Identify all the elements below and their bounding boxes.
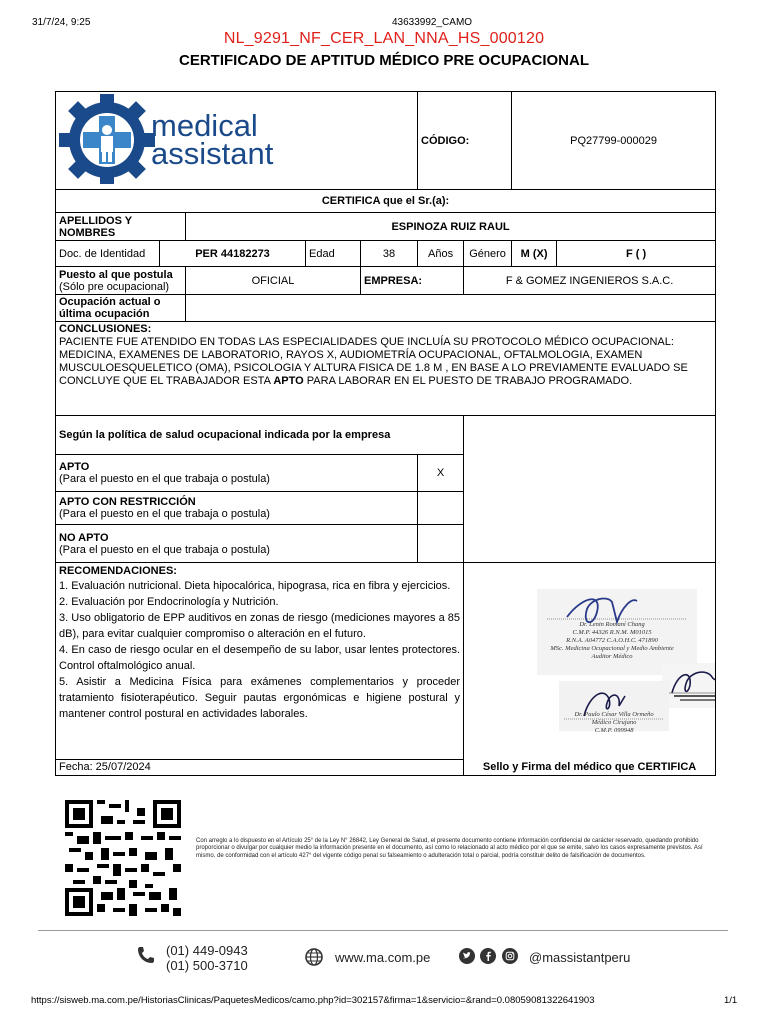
- divider: [38, 930, 728, 931]
- no-apto-sublabel: (Para el puesto en el que trabaja o postula): [59, 543, 270, 556]
- conclusiones-text: [59, 336, 712, 388]
- recomendacion-item: 1. Evaluación nutricional. Dieta hipocalórica, hipograsa, rica en fibra y ejercicios.: [59, 580, 451, 592]
- ocupacion-value: [186, 295, 716, 322]
- recomendacion-item: 2. Evaluación por Endocrinología y Nutrición.: [59, 596, 279, 608]
- conclusiones-text-part1: PACIENTE FUE ATENDIDO EN TODAS LAS ESPECIALIDADES QUE INCLUÍA SU PROTOCOLO MÉDICO OCUPACIONAL: MEDICINA, EXAMENES DE LABORATORIO, RAYOS X, AUDIOMETRÍA OCUPACIONAL, OFTALMOLOGIA, EXAMEN MUSCULOESQUELETICO (OMA), PSICOLOGIA Y ALTURA FISICA DE 1.8 M , EN BASE A LO PREVIAMENTE EVALUADO SE CONCLUYE QUE EL TRABAJADOR ESTA: [59, 336, 688, 387]
- website-link[interactable]: www.ma.com.pe: [335, 950, 431, 965]
- stamp-2-line: Médico Cirujano: [591, 719, 637, 726]
- doc-identidad-value: PER 44182273: [160, 241, 306, 267]
- stamp-1-line: C.M.P. 44326 R.N.M. M01015: [572, 629, 652, 636]
- globe-icon: [304, 947, 324, 972]
- apto-checkbox: X: [418, 455, 464, 492]
- conclusiones-label: CONCLUSIONES:: [59, 323, 152, 335]
- apellidos-value: ESPINOZA RUIZ RAUL: [186, 213, 716, 241]
- page-number: 1/1: [724, 995, 738, 1006]
- print-doc-id: 43633992_CAMO: [392, 17, 473, 28]
- logo-text-line2: assistant: [151, 136, 274, 171]
- signature-area: [464, 563, 716, 760]
- apto-sublabel: (Para el puesto en el que trabaja o postula): [59, 473, 270, 485]
- no-apto-checkbox: [418, 525, 464, 563]
- edad-value: 38: [361, 241, 418, 267]
- conclusiones-cell: [56, 322, 716, 416]
- stamp-2-line: C.M.P. 099948: [594, 727, 634, 734]
- conclusiones-apto-word: APTO: [273, 375, 304, 387]
- codigo-label: CÓDIGO:: [418, 92, 512, 190]
- stamp-1-line: MSc. Medicina Ocupacional y Medio Ambiente: [550, 645, 674, 652]
- logo-text-line1: medical: [151, 108, 258, 143]
- apellidos-label: APELLIDOS Y NOMBRES: [56, 213, 186, 241]
- no-apto-label: NO APTO: [59, 531, 109, 544]
- sello-label: Sello y Firma del médico que CERTIFICA: [464, 759, 716, 775]
- gender-m-option: M (X): [512, 241, 557, 267]
- print-datetime: 31/7/24, 9:25: [32, 17, 91, 28]
- stamp-1-line: Dr. Lenin Romaní Chang: [579, 621, 645, 628]
- fecha: Fecha: 25/07/2024: [56, 759, 464, 775]
- recomendaciones-label: RECOMENDACIONES:: [59, 565, 177, 577]
- politica-label: Según la política de salud ocupacional indicada por la empresa: [56, 416, 464, 455]
- instagram-icon[interactable]: [502, 948, 518, 969]
- signature-3-image: [662, 663, 716, 708]
- gender-f-option: F ( ): [557, 241, 716, 267]
- empresa-value: F & GOMEZ INGENIEROS S.A.C.: [464, 267, 716, 295]
- recomendacion-item: 5. Asistir a Medicina Física para exámenes complementarios y proceder tratamiento fisioterapéutico. Seguir pautas ergonómicas e higiene postural y mantener control postural en actividades laborales.: [59, 676, 461, 720]
- doc-identidad-label: Doc. de Identidad: [56, 241, 160, 267]
- legal-note: Con arreglo a lo dispuesto en el Artículo 25° de la Ley N° 26842, Ley General de Salud, el presente documento contiene información confidencial de carácter reservado, quedando prohibido proporcionar o divulgar por cualquier medio la información presente en el documento, así como lo relacionado al acto médico por el que se emite, salvo los casos expresamente previstos. Así mismo, de conformidad con el artículo 427° del vigente código penal su falseamiento o adulteración total o parcial, podría constituir delito de falsificación de documentos.: [196, 838, 703, 859]
- certificate-table: [55, 91, 716, 776]
- stamp-2-line: Dr. Paulo César Villa Ormeño: [574, 711, 654, 718]
- conclusiones-text-part2: PARA LABORAR EN EL PUESTO DE TRABAJO PROGRAMADO.: [303, 375, 633, 387]
- genero-label: Género: [464, 241, 512, 267]
- stamp-1: [527, 621, 697, 661]
- puesto-sublabel: (Sólo pre ocupacional): [59, 280, 170, 293]
- phone-2: (01) 500-3710: [166, 958, 248, 973]
- apto-restriccion-sublabel: (Para el puesto en el que trabaja o postula): [59, 508, 270, 520]
- ocupacion-label-line1: Ocupación actual o: [59, 296, 161, 308]
- medical-assistant-logo: [59, 94, 299, 184]
- document-code: NL_9291_NF_CER_LAN_NNA_HS_000120: [223, 30, 545, 47]
- phone-1: (01) 449-0943: [166, 943, 248, 958]
- ocupacion-label-line2: última ocupación: [59, 308, 150, 320]
- edad-label: Edad: [306, 241, 361, 267]
- stamp-1-line: Auditor Médico: [591, 653, 633, 660]
- facebook-icon[interactable]: [480, 948, 496, 969]
- puesto-value: OFICIAL: [186, 267, 361, 295]
- politica-blank-cell: [464, 416, 716, 563]
- recomendacion-item: 3. Uso obligatorio de EPP auditivos en zonas de riesgo (mediciones mayores a 85 dB), para evitar cualquier compromiso o alteración en el futuro.: [59, 612, 461, 640]
- apto-restriccion-checkbox: [418, 492, 464, 525]
- logo-cell: [56, 92, 418, 190]
- twitter-icon[interactable]: [459, 948, 475, 969]
- stamp-1-line: R.N.A. A04772 C.A.O.H.C. 471890: [566, 637, 658, 644]
- certifica-label: CERTIFICA que el Sr.(a):: [56, 190, 716, 213]
- codigo-value: PQ27799-000029: [512, 92, 716, 190]
- empresa-label: EMPRESA:: [361, 267, 464, 295]
- recomendacion-item: 4. En caso de riesgo ocular en el desempeño de su labor, usar lentes protectores. Control oftalmológico anual.: [59, 644, 461, 672]
- anios-label: Años: [418, 241, 464, 267]
- print-url: https://sisweb.ma.com.pe/HistoriasClinicas/PaquetesMedicos/camo.php?id=302157&firma=1&servicio=&rand=0.08059081322641903: [31, 995, 595, 1006]
- phone-numbers: [166, 943, 248, 973]
- puesto-label: Puesto al que postula: [59, 268, 173, 281]
- apto-restriccion-label: APTO CON RESTRICCIÓN: [59, 496, 196, 508]
- qr-code: [62, 800, 184, 916]
- social-handle[interactable]: @massistantperu: [529, 950, 631, 965]
- apto-label: APTO: [59, 461, 90, 473]
- phone-icon: [136, 945, 156, 970]
- page-title: CERTIFICADO DE APTITUD MÉDICO PRE OCUPACIONAL: [178, 52, 589, 69]
- stamp-2: [549, 711, 679, 735]
